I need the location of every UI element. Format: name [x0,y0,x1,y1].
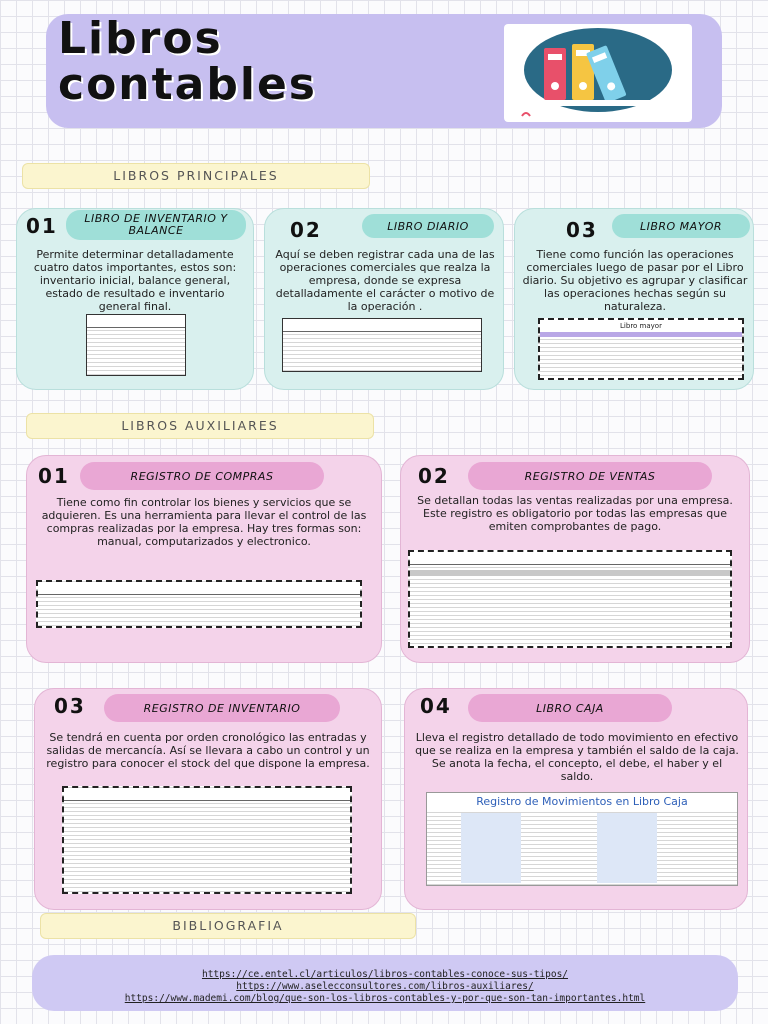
label-libro-caja: LIBRO CAJA [468,694,672,722]
image-inventario-balance [86,314,186,376]
label-libro-inventario-balance: LIBRO DE INVENTARIO Y BALANCE [66,210,246,240]
card-number: 01 [26,214,58,238]
bibliography-link-mademi[interactable]: https://www.mademi.com/blog/que-son-los-libros-contables-y-por-que-son-tan-importantes.html [124,993,646,1004]
section-label-auxiliares: LIBROS AUXILIARES [26,413,374,439]
label-registro-compras: REGISTRO DE COMPRAS [80,462,324,490]
card-number: 03 [54,694,86,718]
bibliography-links [34,969,736,1005]
card-number: 03 [566,218,598,242]
binders-logo [504,24,692,122]
card-number: 04 [420,694,452,718]
description-libro-diario: Aquí se deben registrar cada una de las operaciones comerciales que realza la empresa, donde se expresa detalladamente el carácter o motivo de la operación . [275,248,495,313]
card-number: 01 [38,464,70,488]
binders-icon [504,24,692,122]
card-number: 02 [290,218,322,242]
page-title: Libros contables [58,13,317,110]
description-registro-inventario: Se tendrá en cuenta por orden cronológico las entradas y salidas de mercancía. Así se llevara a cabo un control y un registro para conocer el stock del que dispone la empresa. [46,731,370,770]
section-label-principales: LIBROS PRINCIPALES [22,163,370,189]
image-registro-compras [36,580,362,628]
description-libro-mayor: Tiene como función las operaciones comerciales luego de pasar por el Libro diario. Su objetivo es agrupar y clasificar las operaciones hechas según su naturaleza. [522,248,748,313]
card-number: 02 [418,464,450,488]
image-libro-caja: Registro de Movimientos en Libro Caja [426,792,738,886]
description-libro-caja: Lleva el registro detallado de todo movimiento en efectivo que se realiza en la empresa y también el saldo de la caja. Se anota la fecha, el concepto, el debe, el haber y el saldo. [415,731,739,783]
description-registro-ventas: Se detallan todas las ventas realizadas por una empresa. Este registro es obligatorio por todas las empresas que emiten comprobantes de pago. [417,494,733,533]
label-registro-inventario: REGISTRO DE INVENTARIO [104,694,340,722]
image-libro-mayor: Libro mayor [538,318,744,380]
label-libro-diario: LIBRO DIARIO [362,214,494,238]
section-label-bibliografia: BIBLIOGRAFIA [40,913,416,939]
image-registro-inventario [62,786,352,894]
label-registro-ventas: REGISTRO DE VENTAS [468,462,712,490]
image-libro-diario [282,318,482,372]
description-libro-inventario-balance: Permite determinar detalladamente cuatro datos importantes, estos son: inventario inicial, balance general, estado de resultado e inventario general final. [33,248,237,313]
label-libro-mayor: LIBRO MAYOR [612,214,750,238]
bibliography-link-aselec[interactable]: https://www.aselecconsultores.com/libros-auxiliares/ [236,981,534,992]
description-registro-compras: Tiene como fin controlar los bienes y servicios que se adquieren. Es una herramienta para llevar el control de las compras realizadas por la empresa. Hay tres formas son: manual, computarizados y electronico. [41,496,367,548]
bibliography-link-entel[interactable]: https://ce.entel.cl/articulos/libros-contables-conoce-sus-tipos/ [201,969,569,980]
image-registro-ventas [408,550,732,648]
